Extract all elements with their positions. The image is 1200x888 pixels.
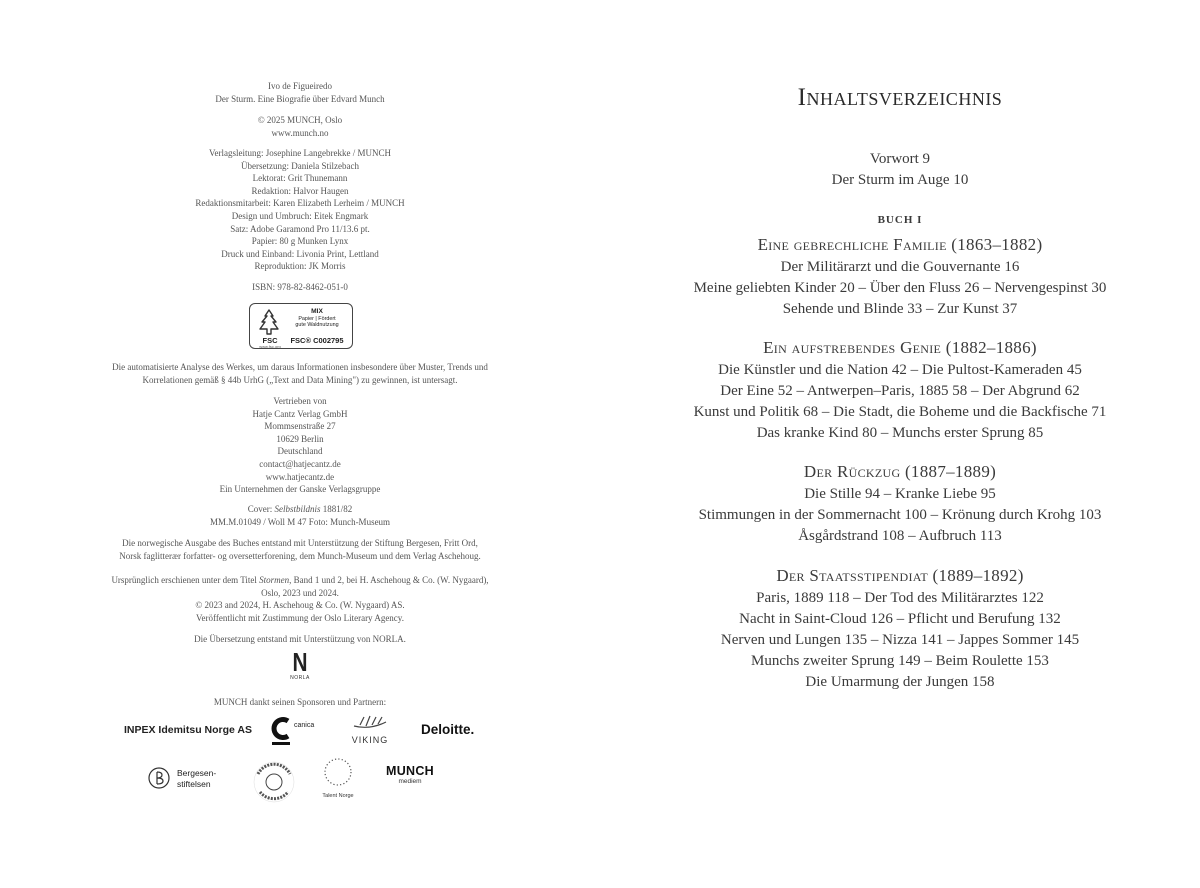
bergesen-label-2: stiftelsen [177,779,211,789]
note-line: Norsk faglitterær forfatter- og oversetterforening, dem Munch-Museum und dem Verlag Aschehoug. [119,550,481,561]
credit-line: Redaktionsmitarbeit: Karen Elizabeth Lerheim / MUNCH [195,198,405,209]
part-title: Eine gebrechliche Familie (1863–1882) [757,235,1043,254]
canica-label: canica [294,722,315,729]
munch-logo [380,764,440,798]
distribution-line: www.hatjecantz.de [265,471,335,482]
toc-entry: Åsgårdstrand 108 – Aufbruch 113 [798,528,1002,544]
distribution-line: Vertrieben von [273,396,327,406]
note-line: © 2023 and 2024, H. Aschehoug & Co. (W. Nygaard) AS. [195,600,405,611]
credit-line: Papier: 80 g Munken Lynx [251,236,349,247]
talent-norge-logo [316,756,360,802]
book-label: BUCH I [877,214,923,226]
cover-line [0,503,600,516]
cover-suffix: 1881/82 [320,504,353,514]
toc-entry: Der Eine 52 – Antwerpen–Paris, 1885 58 – Der Abgrund 62 [720,383,1080,399]
norwegian-edition-note [0,537,600,562]
fsc-label: FSC [262,336,278,345]
sponsors-intro: MUNCH dankt seinen Sponsoren und Partnern: [213,697,387,707]
toc-entry: Nacht in Saint-Cloud 126 – Pflicht und Berufung 132 [739,611,1061,627]
toc-entry: Meine geliebten Kinder 20 – Über den Fluss 26 – Nervengespinst 30 [693,280,1107,296]
credit-line: Übersetzung: Daniela Stilzebach [241,160,359,171]
note-line [0,574,600,587]
toc-page [600,0,1200,888]
note-line: Die norwegische Ausgabe des Buches entstand mit Unterstützung der Stiftung Bergesen, Fritt Ord, [122,538,478,548]
distribution-block [0,395,600,496]
fsc-url: www.fsc.org [259,344,281,349]
toc-entry: Paris, 1889 118 – Der Tod des Militärarztes 122 [756,590,1044,606]
toc-entry: Die Stille 94 – Kranke Liebe 95 [804,486,996,502]
norla-support-note: Die Übersetzung entstand mit Unterstützung von NORLA. [194,634,406,644]
imprint-line: Der Sturm. Eine Biografie über Edvard Munch [215,93,385,104]
distribution-line: contact@hatjecantz.de [259,458,341,469]
fsc-paper [284,316,350,328]
imprint-line: © 2025 MUNCH, Oslo [257,115,343,125]
fsc-paper-line: Papier | Fördert [298,316,336,322]
canica-logo [270,714,330,746]
toc-entry: Kunst und Politik 68 – Die Stadt, die Boheme und die Backfische 71 [693,404,1107,420]
imprint-line: www.munch.no [271,127,329,138]
distribution-line: Hatje Cantz Verlag GmbH [252,408,348,419]
toc-entry: Sehende und Blinde 33 – Zur Kunst 37 [782,301,1018,317]
distribution-line: 10629 Berlin [276,433,324,444]
credit-line: Satz: Adobe Garamond Pro 11/13.6 pt. [230,223,370,234]
tdm-notice [0,361,600,386]
cover-prefix: Cover: [247,504,275,514]
toc-entry: Vorwort 9 [869,151,931,167]
notice-line: Die automatisierte Analyse des Werkes, um daraus Informationen insbesondere über Muster, Trends und [112,362,488,372]
toc-front-matter [600,149,1200,191]
canica-c-icon [270,714,292,746]
toc-part-3 [600,460,1200,547]
credits-block [0,147,600,273]
credit-line: Lektorat: Grit Thunemann [252,173,348,184]
viking-logo [346,714,394,744]
part-title: Der Rückzug (1887–1889) [803,462,997,481]
norla-logo [287,649,313,685]
distribution-line: Ein Unternehmen der Ganske Verlagsgruppe [219,484,381,495]
original-suffix: , Band 1 und 2, bei H. Aschehoug & Co. (W. Nygaard), [289,575,489,585]
talent-norge-label: Talent Norge [322,793,354,799]
toc-entry: Die Umarmung der Jungen 158 [805,674,995,690]
imprint-line: Ivo de Figueiredo [268,81,332,91]
norla-logo-text: NORLA [290,675,310,681]
deloitte-logo: Deloitte. [421,722,475,737]
note-line: Veröffentlicht mit Zustimmung der Oslo Literary Agency. [196,612,404,623]
norla-n-icon: N [292,647,308,677]
author-title-block [0,80,600,105]
toc-entry: Stimmungen in der Sommernacht 100 – Krönung durch Krohg 103 [698,507,1102,523]
original-title: Stormen [259,575,290,585]
toc-part-4 [600,564,1200,693]
toc-part-2 [600,336,1200,444]
isbn: ISBN: 978-82-8462-051-0 [252,282,348,292]
toc-entry: Nerven und Lungen 135 – Nizza 141 – Jappes Sommer 145 [720,632,1080,648]
toc-entry: Das kranke Kind 80 – Munchs erster Sprung 85 [756,425,1044,441]
credit-line: Design und Umbruch: Eitek Engmark [231,210,369,221]
toc-entry: Der Militärarzt und die Gouvernante 16 [780,259,1020,275]
sparebank-seal-icon [252,760,296,804]
fsc-logo [249,303,353,349]
bergesen-logo [148,764,228,794]
credit-line: Druck und Einband: Livonia Print, Lettland [221,248,379,259]
munch-label: MUNCH [385,764,435,778]
distribution-line: Mommsenstraße 27 [264,421,336,432]
viking-ship-icon [350,714,390,730]
bergesen-label-1: Bergesen- [177,768,217,778]
cover-credit [0,503,600,528]
toc-entry: Die Künstler und die Nation 42 – Die Pultost-Kameraden 45 [718,362,1082,378]
inpex-logo: INPEX Idemitsu Norge AS [124,724,252,736]
toc-part-1 [600,233,1200,320]
cover-line-2: MM.M.01049 / Woll M 47 Foto: Munch-Museum [209,516,391,527]
part-title: Ein aufstrebendes Genie (1882–1886) [763,338,1037,357]
original-prefix: Ursprünglich erschienen unter dem Titel [111,575,260,585]
notice-line: Korrelationen gemäß § 44b UrhG („Text and Data Mining") zu gewinnen, ist untersagt. [142,374,458,385]
credit-line: Redaktion: Halvor Haugen [251,185,349,196]
toc-entry: Der Sturm im Auge 10 [831,172,969,188]
copyright-block [0,114,600,139]
toc-heading: Inhaltsverzeichnis [797,84,1003,111]
talent-norge-icon [322,756,354,788]
cover-title: Selbstbildnis [274,504,321,514]
credit-line: Verlagsleitung: Josephine Langebrekke / MUNCH [209,148,391,158]
sparebank-logo [252,760,296,804]
bergesen-seal-icon [148,764,172,792]
fsc-code: FSC® C002795 [290,336,344,345]
credit-line: Reproduktion: JK Morris [254,261,346,272]
viking-label: VIKING [351,735,389,745]
toc-entry: Munchs zweiter Sprung 149 – Beim Roulette 153 [751,653,1049,669]
munch-sub-label: mediem [398,778,422,785]
bergesen-label [177,768,216,790]
fsc-mix: MIX [311,308,323,315]
note-line: Oslo, 2023 und 2024. [261,587,339,598]
part-title: Der Staatsstipendiat (1889–1892) [776,566,1024,585]
original-edition-note [0,574,600,624]
fsc-forest-line: gute Waldnutzung [295,322,339,329]
distribution-line: Deutschland [277,446,323,457]
